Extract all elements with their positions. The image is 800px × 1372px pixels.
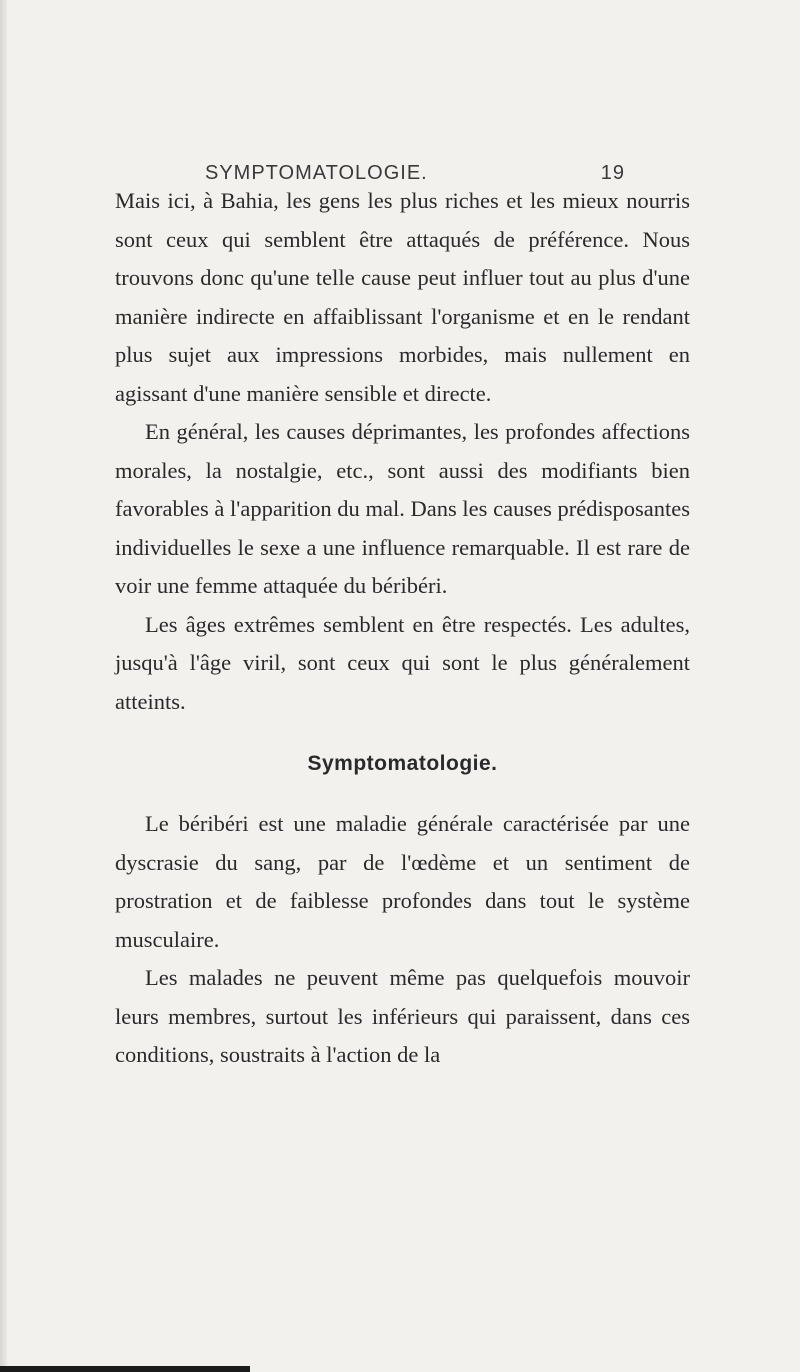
paragraph-causes-deprimantes: En général, les causes déprimantes, les profondes affections morales, la nostalgie, etc., sont aussi des modifiants bien favorables à l'apparition du mal. Dans les causes prédisposantes individuelles le sexe a une influence remarquable. Il est rare de voir une femme attaquée du béribéri. bbox=[115, 419, 690, 598]
running-title: SYMPTOMATOLOGIE. bbox=[205, 162, 428, 184]
page-number: 19 bbox=[600, 162, 625, 184]
bottom-rule bbox=[0, 1366, 250, 1372]
text-block bbox=[115, 182, 690, 1075]
paragraph-ages-extremes: Les âges extrêmes semblent en être respectés. Les adultes, jusqu'à l'âge viril, sont ceux qui sont le plus généralement atteints. bbox=[115, 611, 690, 714]
paragraph-definition: Le béribéri est une maladie générale caractérisée par une dyscrasie du sang, par de l'œdème et un sentiment de prostration et de faiblesse profondes dans tout le système musculaire. bbox=[115, 811, 690, 952]
page-edge-shadow bbox=[0, 0, 7, 1372]
section-heading: Symptomatologie. bbox=[307, 752, 498, 775]
paragraph-malades: Les malades ne peuvent même pas quelquefois mouvoir leurs membres, surtout les inférieurs qui paraissent, dans ces conditions, soustraits à l'action de la bbox=[115, 965, 690, 1067]
paragraph-continuation: Mais ici, à Bahia, les gens les plus riches et les mieux nourris sont ceux qui semblent être attaqués de préférence. Nous trouvons donc qu'une telle cause peut influer tout au plus d'une manière indirecte en affaiblissant l'organisme et en le rendant plus sujet aux impressions morbides, mais nullement en agissant d'une manière sensible et directe. bbox=[115, 188, 690, 406]
